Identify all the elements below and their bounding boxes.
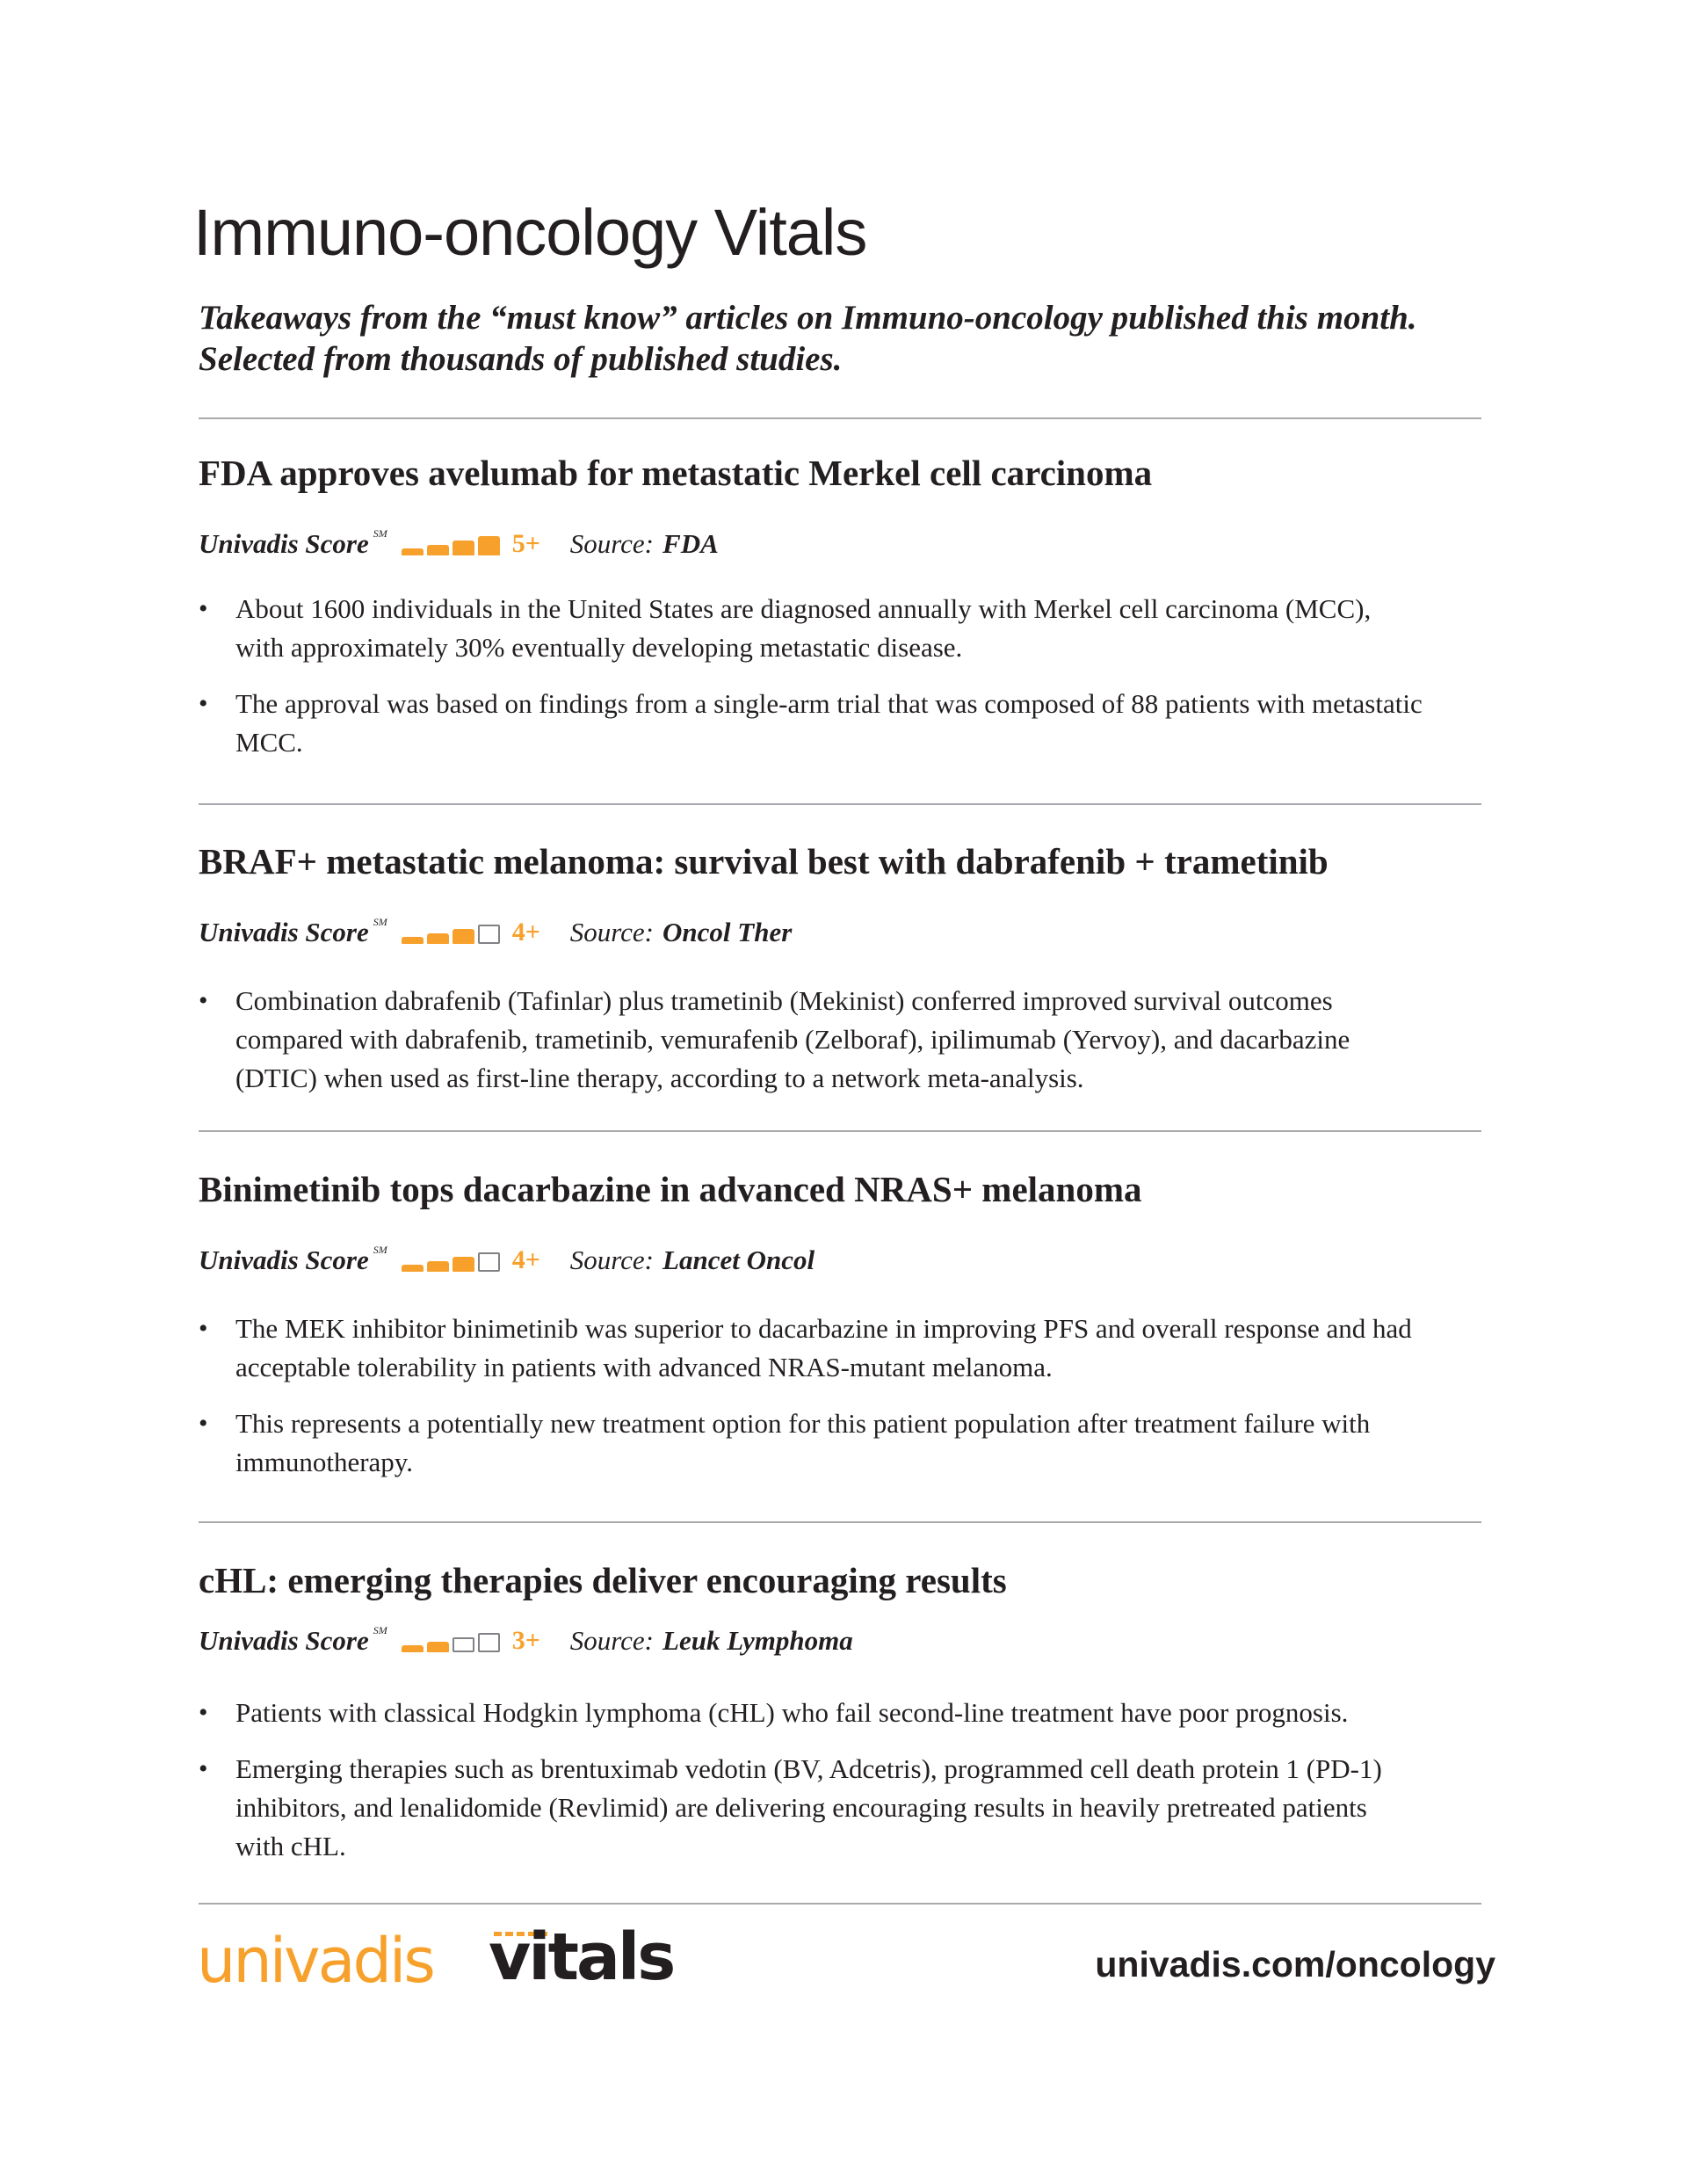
bullet-list [199, 982, 1481, 1098]
article-binimetinib [199, 1167, 1481, 1482]
score-line [199, 1623, 1481, 1658]
logo-vitals: vitals [489, 1919, 674, 1995]
score-value: 4+ [511, 1245, 540, 1274]
score-label: Univadis Score [199, 528, 369, 559]
service-mark: SM [373, 1623, 387, 1636]
divider [199, 803, 1481, 805]
source-value: Oncol Ther [662, 917, 793, 947]
score-line [199, 526, 1481, 562]
article-braf-melanoma [199, 839, 1481, 1098]
score-value: 4+ [511, 918, 540, 947]
score-bars-icon [402, 921, 500, 944]
score-value: 5+ [511, 529, 540, 558]
bullet-list [199, 1694, 1481, 1866]
source-value: Lancet Oncol [662, 1244, 815, 1275]
list-item: • This represents a potentially new treatment option for this patient population after treatment failure with immunotherapy. [199, 1404, 1481, 1482]
divider [199, 417, 1481, 419]
logo-univadis: univadis [197, 1925, 433, 1997]
source-value: Leuk Lymphoma [662, 1625, 853, 1656]
bullet-list [199, 590, 1481, 762]
source-label: Source: [569, 1625, 655, 1656]
score-line [199, 915, 1481, 950]
article-title: Binimetinib tops dacarbazine in advanced NRAS+ melanoma [199, 1169, 1142, 1209]
page-title: Immuno-oncology Vitals [193, 196, 867, 269]
page-subtitle: Takeaways from the “must know” articles on Immuno-oncology published this month. Selected from thousands of published studies. [199, 299, 1417, 378]
list-item: • The MEK inhibitor binimetinib was superior to dacarbazine in improving PFS and overall response and had acceptable tolerability in patients with advanced NRAS-mutant melanoma. [199, 1310, 1481, 1387]
service-mark: SM [373, 1243, 387, 1256]
article-title: BRAF+ metastatic melanoma: survival best with dabrafenib + trametinib [199, 841, 1329, 882]
source-value: FDA [662, 528, 719, 559]
score-label: Univadis Score [199, 1625, 369, 1656]
score-label: Univadis Score [199, 1244, 369, 1275]
divider [199, 1521, 1481, 1523]
score-line [199, 1243, 1481, 1278]
source-label: Source: [569, 1244, 655, 1275]
divider [199, 1130, 1481, 1132]
list-item: • Combination dabrafenib (Tafinlar) plus trametinib (Mekinist) conferred improved survival outcomes compared with dabrafenib, trametinib, vemurafenib (Zelboraf), ipilimumab (Yervoy), and dacarbazine (DTIC) when used as first-line therapy, according to a network meta-analysis. [199, 982, 1481, 1098]
article-title: cHL: emerging therapies deliver encouraging results [199, 1560, 1007, 1600]
score-bars-icon [402, 533, 500, 555]
score-bars-icon [402, 1629, 500, 1652]
service-mark: SM [373, 915, 387, 928]
list-item: • Emerging therapies such as brentuximab vedotin (BV, Adcetris), programmed cell death protein 1 (PD-1) inhibitors, and lenalidomide (Revlimid) are delivering encouraging results in heavily pretreated patients with cHL. [199, 1750, 1481, 1866]
bullet-list [199, 1310, 1481, 1482]
article-avelumab [199, 451, 1481, 762]
list-item: • The approval was based on findings from a single-arm trial that was composed of 88 patients with metastatic MCC. [199, 685, 1481, 762]
article-title: FDA approves avelumab for metastatic Merkel cell carcinoma [199, 453, 1153, 493]
divider [199, 1903, 1481, 1905]
footer-url[interactable]: univadis.com/oncology [1095, 1944, 1495, 1984]
score-value: 3+ [511, 1626, 540, 1655]
article-chl [199, 1558, 1481, 1866]
score-bars-icon [402, 1249, 500, 1272]
source-label: Source: [569, 917, 655, 947]
list-item: • About 1600 individuals in the United States are diagnosed annually with Merkel cell carcinoma (MCC), with approximately 30% eventually developing metastatic disease. [199, 590, 1481, 667]
score-label: Univadis Score [199, 917, 369, 947]
list-item: • Patients with classical Hodgkin lymphoma (cHL) who fail second-line treatment have poor prognosis. [199, 1694, 1481, 1732]
service-mark: SM [373, 526, 387, 540]
source-label: Source: [569, 528, 655, 559]
